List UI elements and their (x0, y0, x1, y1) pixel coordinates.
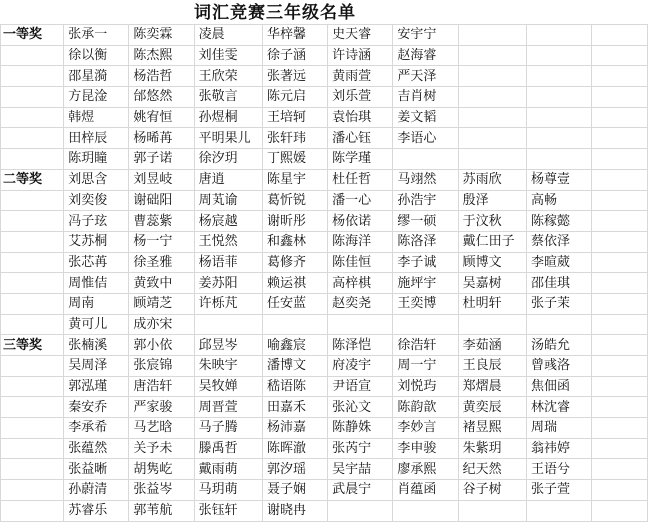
student-name-cell: 杨一宁 (129, 231, 194, 252)
table-row (1, 231, 648, 252)
student-name-cell: 滕禹哲 (194, 438, 262, 459)
table-row (1, 438, 648, 459)
table-row (1, 335, 648, 356)
student-name-cell (592, 293, 648, 314)
student-name-cell (592, 459, 648, 480)
student-name-cell: 徐以衡 (64, 45, 129, 66)
student-name-cell (592, 45, 648, 66)
award-level-cell: 二等奖 (1, 169, 64, 190)
student-name-cell: 姜文韬 (393, 107, 458, 128)
student-name-cell: 尹语宣 (328, 376, 393, 397)
student-name-cell: 聂子娴 (262, 480, 327, 501)
student-name-cell (592, 252, 648, 273)
student-name-cell: 杨宸越 (194, 211, 262, 232)
award-level-cell (1, 459, 64, 480)
table-row (1, 500, 648, 521)
award-level-cell (1, 107, 64, 128)
student-name-cell: 苏雨欣 (458, 169, 526, 190)
student-name-cell (592, 480, 648, 501)
student-name-cell: 丁熙媛 (262, 149, 327, 170)
student-name-cell: 姚宥恒 (129, 107, 194, 128)
student-name-cell (592, 500, 648, 521)
student-name-cell (393, 500, 458, 521)
student-name-cell: 王语兮 (526, 459, 591, 480)
student-name-cell: 曹蕊紫 (129, 211, 194, 232)
student-name-cell (458, 25, 526, 46)
student-name-cell: 陈学瑾 (328, 149, 393, 170)
student-name-cell: 张轩玮 (262, 128, 327, 149)
student-name-cell (526, 128, 591, 149)
student-name-cell: 杨依诺 (328, 211, 393, 232)
student-name-cell: 吴嘉树 (458, 273, 526, 294)
award-level-cell (1, 87, 64, 108)
student-name-cell: 张芯苒 (64, 252, 129, 273)
student-name-cell (458, 45, 526, 66)
student-name-cell (592, 418, 648, 439)
student-name-cell: 郭汐瑶 (262, 459, 327, 480)
award-level-cell (1, 418, 64, 439)
student-name-cell: 缪一硕 (393, 211, 458, 232)
student-name-cell: 张宸锦 (129, 356, 194, 377)
student-name-cell: 喻鑫宸 (262, 335, 327, 356)
student-name-cell: 张子萱 (526, 480, 591, 501)
student-name-cell (592, 231, 648, 252)
student-name-cell (592, 397, 648, 418)
award-level-cell (1, 480, 64, 501)
student-name-cell: 陈稼懿 (526, 211, 591, 232)
student-name-cell: 赵海睿 (393, 45, 458, 66)
award-level-cell (1, 438, 64, 459)
award-level-cell (1, 500, 64, 521)
student-name-cell: 刘乐萱 (328, 87, 393, 108)
student-name-cell: 王良辰 (458, 356, 526, 377)
award-level-cell: 三等奖 (1, 335, 64, 356)
student-name-cell: 马翊然 (393, 169, 458, 190)
student-name-cell (592, 211, 648, 232)
student-name-cell: 潘博文 (262, 356, 327, 377)
student-name-cell: 张蕴然 (64, 438, 129, 459)
student-name-cell: 史天睿 (328, 25, 393, 46)
student-name-cell: 陈海洋 (328, 231, 393, 252)
student-name-cell: 马子腾 (194, 418, 262, 439)
award-level-cell (1, 273, 64, 294)
student-name-cell: 葛忻锐 (262, 190, 327, 211)
student-name-cell: 刘佳雯 (194, 45, 262, 66)
student-name-cell: 成亦宋 (129, 314, 194, 335)
student-name-cell: 任安蓝 (262, 293, 327, 314)
student-name-cell: 杨沛嘉 (262, 418, 327, 439)
student-name-cell: 周惟佶 (64, 273, 129, 294)
page-title: 词汇竞赛三年级名单 (194, 3, 356, 23)
student-name-cell: 李子诚 (393, 252, 458, 273)
student-name-cell: 华梓馨 (262, 25, 327, 46)
student-name-cell (592, 149, 648, 170)
student-name-cell (393, 149, 458, 170)
student-name-cell: 徐圣雅 (129, 252, 194, 273)
student-name-cell: 邱昱岑 (194, 335, 262, 356)
student-name-cell: 曾彧洛 (526, 356, 591, 377)
student-name-cell: 陈玥瞳 (64, 149, 129, 170)
student-name-cell: 陈奕霖 (129, 25, 194, 46)
student-name-cell: 李语心 (393, 128, 458, 149)
student-name-cell: 周晋萱 (194, 397, 262, 418)
table-row (1, 128, 648, 149)
student-name-cell: 翁祎婷 (526, 438, 591, 459)
student-name-cell (458, 314, 526, 335)
student-name-cell: 胡隽屹 (129, 459, 194, 480)
student-name-cell: 周芄谕 (194, 190, 262, 211)
student-name-cell: 和鑫林 (262, 231, 327, 252)
award-level-cell (1, 231, 64, 252)
student-name-cell: 唐浩轩 (129, 376, 194, 397)
student-name-cell: 戴仁田子 (458, 231, 526, 252)
student-name-cell: 王悦然 (194, 231, 262, 252)
student-name-cell: 戴雨萌 (194, 459, 262, 480)
student-name-cell: 袁怡琪 (328, 107, 393, 128)
student-name-cell: 马艺晗 (129, 418, 194, 439)
student-name-cell: 陈泽恺 (328, 335, 393, 356)
table-row (1, 418, 648, 439)
student-name-cell: 周南 (64, 293, 129, 314)
student-name-cell: 艾苏桐 (64, 231, 129, 252)
student-name-cell (592, 356, 648, 377)
table-row (1, 45, 648, 66)
student-name-cell: 顾靖芝 (129, 293, 194, 314)
student-name-cell (526, 314, 591, 335)
student-name-cell: 赵奕尧 (328, 293, 393, 314)
award-level-cell (1, 128, 64, 149)
student-name-cell: 廖承熙 (393, 459, 458, 480)
student-name-cell: 于汶秋 (458, 211, 526, 232)
student-name-cell (592, 376, 648, 397)
award-level-cell (1, 211, 64, 232)
student-name-cell (458, 107, 526, 128)
table-row (1, 190, 648, 211)
student-name-cell (526, 87, 591, 108)
student-name-cell: 张著远 (262, 66, 327, 87)
student-name-cell (393, 314, 458, 335)
student-name-cell: 谷子树 (458, 480, 526, 501)
table-row (1, 252, 648, 273)
student-name-cell: 郭小依 (129, 335, 194, 356)
student-name-cell: 陈元启 (262, 87, 327, 108)
student-name-cell: 潘心钰 (328, 128, 393, 149)
student-name-cell: 平明果儿 (194, 128, 262, 149)
student-name-cell: 黄雨萱 (328, 66, 393, 87)
student-name-cell: 严家骏 (129, 397, 194, 418)
student-name-cell (526, 25, 591, 46)
table-row (1, 480, 648, 501)
student-name-cell (592, 335, 648, 356)
student-name-cell: 武晨宁 (328, 480, 393, 501)
student-name-cell: 秦安乔 (64, 397, 129, 418)
student-name-cell: 姜苏阳 (194, 273, 262, 294)
student-name-cell: 郭子诺 (129, 149, 194, 170)
student-name-cell (458, 128, 526, 149)
student-name-cell: 田梓辰 (64, 128, 129, 149)
student-name-cell: 刘思含 (64, 169, 129, 190)
table-row (1, 314, 648, 335)
student-name-cell: 李妙言 (393, 418, 458, 439)
award-level-cell (1, 190, 64, 211)
student-name-cell: 马玥萌 (194, 480, 262, 501)
student-name-cell (262, 314, 327, 335)
student-name-cell (592, 66, 648, 87)
student-name-cell: 陈静姝 (328, 418, 393, 439)
student-name-cell: 王奕博 (393, 293, 458, 314)
student-name-cell: 陈晖澈 (262, 438, 327, 459)
student-name-cell: 陈韵歆 (393, 397, 458, 418)
student-name-cell (328, 500, 393, 521)
student-name-cell: 黄奕辰 (458, 397, 526, 418)
student-name-cell: 吴宇喆 (328, 459, 393, 480)
student-name-cell: 肖蕴函 (393, 480, 458, 501)
student-name-cell: 张芮宁 (328, 438, 393, 459)
student-name-cell: 黄可儿 (64, 314, 129, 335)
student-name-cell: 关予未 (129, 438, 194, 459)
student-name-cell (458, 149, 526, 170)
student-name-cell: 陈杰熙 (129, 45, 194, 66)
student-name-cell (592, 273, 648, 294)
award-level-cell: 一等奖 (1, 25, 64, 46)
student-name-cell: 周一宁 (393, 356, 458, 377)
student-name-cell: 吴周泽 (64, 356, 129, 377)
student-name-cell: 张沁文 (328, 397, 393, 418)
table-row (1, 211, 648, 232)
student-name-cell: 张子茉 (526, 293, 591, 314)
student-name-cell: 谢晓冉 (262, 500, 327, 521)
student-name-cell: 朱映宇 (194, 356, 262, 377)
student-name-cell: 杨晞苒 (129, 128, 194, 149)
student-name-cell: 焦佃函 (526, 376, 591, 397)
student-name-cell: 嵇语陈 (262, 376, 327, 397)
student-name-cell: 高畅 (526, 190, 591, 211)
student-name-cell: 许栎芃 (194, 293, 262, 314)
award-level-cell (1, 376, 64, 397)
student-name-cell: 张承一 (64, 25, 129, 46)
student-name-cell: 唐逍 (194, 169, 262, 190)
award-level-cell (1, 149, 64, 170)
student-name-cell: 黄致中 (129, 273, 194, 294)
student-name-cell (458, 500, 526, 521)
student-name-cell: 纪天然 (458, 459, 526, 480)
student-name-cell (526, 107, 591, 128)
award-level-cell (1, 356, 64, 377)
student-name-cell: 孙煜桐 (194, 107, 262, 128)
student-name-cell (592, 107, 648, 128)
student-name-cell: 韩煜 (64, 107, 129, 128)
table-row (1, 376, 648, 397)
table-row (1, 356, 648, 377)
student-name-cell: 王欣荣 (194, 66, 262, 87)
student-name-cell: 邵佳琪 (526, 273, 591, 294)
student-name-cell: 刘悦玙 (393, 376, 458, 397)
award-level-cell (1, 45, 64, 66)
student-name-cell: 潘一心 (328, 190, 393, 211)
student-name-cell: 杨尊壹 (526, 169, 591, 190)
student-name-cell: 孙蔚清 (64, 480, 129, 501)
student-name-cell: 顾博文 (458, 252, 526, 273)
student-name-cell: 谢础阳 (129, 190, 194, 211)
table-row (1, 169, 648, 190)
student-name-cell: 施坪宇 (393, 273, 458, 294)
student-name-cell: 张楠溪 (64, 335, 129, 356)
student-name-cell: 蔡依泽 (526, 231, 591, 252)
student-name-cell: 李申骏 (393, 438, 458, 459)
award-level-cell (1, 397, 64, 418)
award-level-cell (1, 314, 64, 335)
student-name-cell: 汤皓允 (526, 335, 591, 356)
table-row (1, 397, 648, 418)
student-name-cell (592, 128, 648, 149)
student-name-cell: 邵星漪 (64, 66, 129, 87)
student-name-cell: 吉肖树 (393, 87, 458, 108)
student-name-cell: 严天泽 (393, 66, 458, 87)
student-name-cell: 徐浩轩 (393, 335, 458, 356)
student-name-cell: 凌晨 (194, 25, 262, 46)
student-name-cell: 府凌宇 (328, 356, 393, 377)
student-name-cell (194, 314, 262, 335)
student-name-cell: 高梓棋 (328, 273, 393, 294)
student-name-cell: 陈佳恒 (328, 252, 393, 273)
student-name-cell: 张钰轩 (194, 500, 262, 521)
award-level-cell (1, 293, 64, 314)
table-row (1, 149, 648, 170)
table-row (1, 66, 648, 87)
student-name-cell: 杨语菲 (194, 252, 262, 273)
student-name-cell: 刘奕俊 (64, 190, 129, 211)
student-name-cell: 方昆淦 (64, 87, 129, 108)
table-row (1, 87, 648, 108)
student-name-cell: 赖运祺 (262, 273, 327, 294)
student-name-cell (592, 169, 648, 190)
student-name-cell: 苏睿乐 (64, 500, 129, 521)
student-name-cell: 杜明轩 (458, 293, 526, 314)
student-name-cell: 郑熠晨 (458, 376, 526, 397)
student-name-cell: 张敬言 (194, 87, 262, 108)
student-name-cell: 田嘉禾 (262, 397, 327, 418)
student-name-cell: 吴牧婵 (194, 376, 262, 397)
student-name-cell: 杜任哲 (328, 169, 393, 190)
student-name-cell: 陈洛泽 (393, 231, 458, 252)
student-name-cell (526, 45, 591, 66)
student-name-cell (526, 66, 591, 87)
student-name-cell: 殷泽 (458, 190, 526, 211)
student-name-cell: 王培轲 (262, 107, 327, 128)
student-name-cell: 李承希 (64, 418, 129, 439)
student-name-cell: 张益晰 (64, 459, 129, 480)
student-name-cell: 林沈睿 (526, 397, 591, 418)
student-name-cell (458, 87, 526, 108)
student-name-cell: 张益岑 (129, 480, 194, 501)
student-name-cell: 李茹涵 (458, 335, 526, 356)
student-name-cell (592, 87, 648, 108)
table-row (1, 107, 648, 128)
student-name-cell: 安宇宁 (393, 25, 458, 46)
award-level-cell (1, 252, 64, 273)
name-list-table (0, 24, 648, 522)
student-name-cell: 葛修齐 (262, 252, 327, 273)
student-name-cell: 陈星宇 (262, 169, 327, 190)
student-name-cell: 周瑞 (526, 418, 591, 439)
table-row (1, 459, 648, 480)
student-name-cell: 邰悠然 (129, 87, 194, 108)
student-name-cell: 冯子玹 (64, 211, 129, 232)
student-name-cell: 杨浩哲 (129, 66, 194, 87)
student-name-cell: 褚昱熙 (458, 418, 526, 439)
student-name-cell: 刘昱岐 (129, 169, 194, 190)
student-name-cell (592, 190, 648, 211)
student-name-cell: 孙浩宇 (393, 190, 458, 211)
student-name-cell: 许诗涵 (328, 45, 393, 66)
table-row (1, 293, 648, 314)
table-row (1, 25, 648, 46)
student-name-cell (526, 149, 591, 170)
student-name-cell: 郭泓瑾 (64, 376, 129, 397)
student-name-cell: 郭苇航 (129, 500, 194, 521)
student-name-cell (526, 500, 591, 521)
student-name-cell (328, 314, 393, 335)
student-name-cell: 谢昕彤 (262, 211, 327, 232)
table-row (1, 273, 648, 294)
student-name-cell: 徐汐玥 (194, 149, 262, 170)
student-name-cell: 李暄葳 (526, 252, 591, 273)
student-name-cell: 徐子涵 (262, 45, 327, 66)
student-name-cell (458, 66, 526, 87)
student-name-cell (592, 438, 648, 459)
award-level-cell (1, 66, 64, 87)
student-name-cell (592, 25, 648, 46)
student-name-cell (592, 314, 648, 335)
student-name-cell: 朱紫玥 (458, 438, 526, 459)
